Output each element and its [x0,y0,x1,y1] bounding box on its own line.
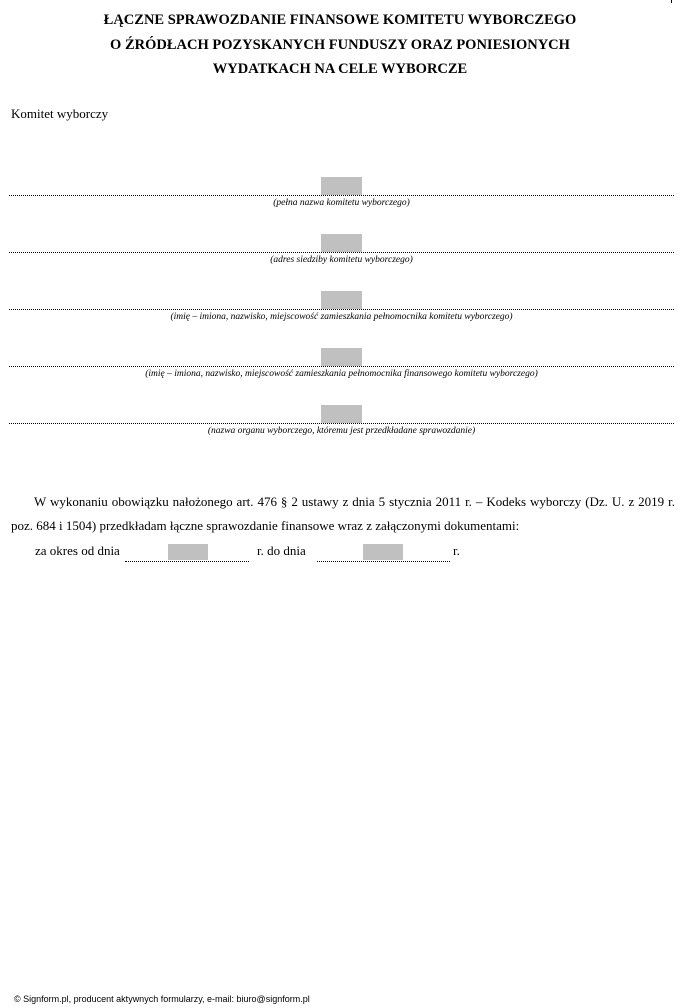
statement-paragraph: W wykonaniu obowiązku nałożonego art. 476 § 2 ustawy z dnia 5 stycznia 2011 r. – Kodeks wyborczy (Dz. U. z 2019 r. poz. 684 i 1504) przedkładam łączne sprawozdanie finansowe wraz z załączonymi dokumentami: [11,494,675,533]
committee-name-input[interactable] [321,177,362,195]
title-line-2: O ŹRÓDŁACH POZYSKANYCH FUNDUSZY ORAZ PONIESIONYCH [110,36,570,53]
footer-copyright: © Signform.pl, producent aktywnych formularzy, e-mail: biuro@signform.pl [14,994,310,1004]
dotted-line [9,423,674,424]
electoral-body-caption: (nazwa organu wyborczego, któremu jest przedkładane sprawozdanie) [207,426,476,436]
committee-address-input[interactable] [321,234,362,252]
committee-proxy-input[interactable] [321,291,362,309]
period-from-input[interactable] [168,544,208,560]
page-corner-mark [671,0,672,3]
period-from-slot [125,543,249,562]
title-line-1: ŁĄCZNE SPRAWOZDANIE FINANSOWE KOMITETU WYBORCZEGO [103,12,577,28]
document-title [0,8,680,82]
dotted-line [9,366,674,367]
title-line-3: WYDATKACH NA CELE WYBORCZE [212,61,468,77]
period-to-input[interactable] [363,544,403,560]
period-mid-label: r. do dnia [257,543,306,558]
dotted-line [9,309,674,310]
committee-proxy-caption: (imię – imiona, nazwisko, miejscowość zamieszkania pełnomocnika komitetu wyborczego) [170,312,513,322]
financial-proxy-caption: (imię – imiona, nazwisko, miejscowość zamieszkania pełnomocnika finansowego komitetu wyborczego) [145,369,538,379]
committee-name-caption: (pełna nazwa komitetu wyborczego) [273,198,410,208]
committee-address-caption: (adres siedziby komitetu wyborczego) [270,255,413,265]
dotted-line [9,195,674,196]
financial-proxy-input[interactable] [321,348,362,366]
period-from-label: za okres od dnia [35,543,120,558]
period-end-label: r. [453,543,460,558]
committee-label: Komitet wyborczy [11,106,109,121]
electoral-body-input[interactable] [321,405,362,423]
period-to-slot [317,543,450,562]
dotted-line [9,252,674,253]
